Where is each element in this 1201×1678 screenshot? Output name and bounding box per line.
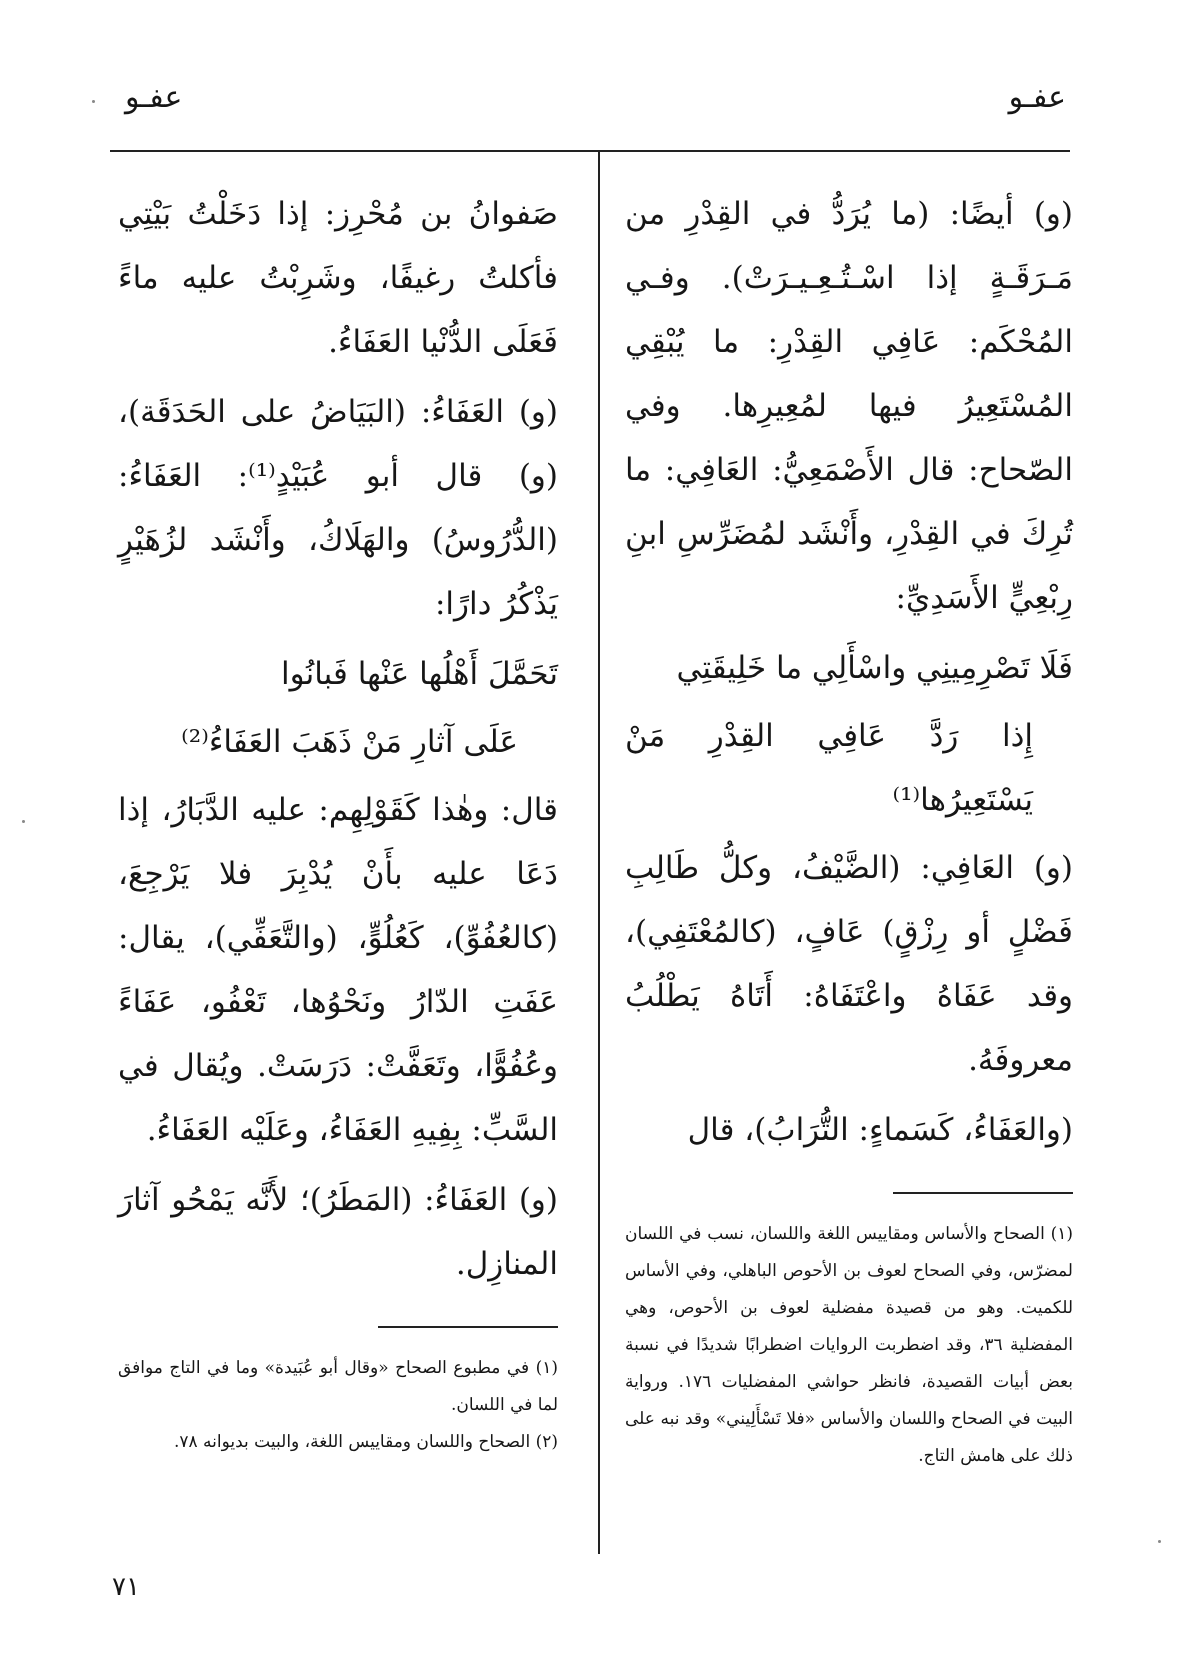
left-verse-first-hemistich: تَحَمَّلَ أَهْلُها عَنْها فَبانُوا: [280, 656, 558, 692]
scan-speck: [1158, 1540, 1161, 1543]
left-footnote-rule: [378, 1326, 558, 1328]
right-paragraph-1: (و) أيضًا: (ما يُرَدُّ في القِدْرِ من مَـرَقَـةٍ إذا اسْـتُـعِـيـرَتْ). وفـي المُحْكَم: عَافِي القِدْرِ: ما يُبْقِي المُسْتَعِيرُ فيها لمُعِيرِها. وفي الصّحاح: قال الأَصْمَعِيُّ: العَافِي: ما تُرِكَ في القِدْرِ، وأَنْشَد لمُضَرِّسِ ابنِ رِبْعِيٍّ الأَسَدِيِّ:: [625, 196, 1073, 616]
right-paragraph-2: (و) العَافِي: (الضَّيْفُ، وكلُّ طَالِبِ فَضْلٍ أو رِزْقٍ) عَافٍ، (كالمُعْتَفِي)، وقد عَفَاهُ واعْتَفَاهُ: أَتَاهُ يَطْلُبُ معروفَهُ.: [625, 850, 1073, 1078]
running-header-right: عفـو: [1008, 80, 1066, 115]
page-number: ٧١: [112, 1572, 140, 1602]
left-verse-second-hemistich: عَلَى آثارِ مَنْ ذَهَبَ العَفَاءُ⁽²⁾: [181, 724, 518, 760]
left-paragraph-3: قال: وهٰذا كَقَوْلِهِم: عليه الدَّبَارُ، إذا دَعَا عليه بأَنْ يُدْبِرَ فلا يَرْجِعَ، (كالعُفُوِّ)، كَعُلُوٍّ، (والتَّعَفِّي)، يقال: عَفَتِ الدّارُ ونَحْوُها، تَعْفُو، عَفَاءً وعُفُوًّا، وتَعَفَّتْ: دَرَسَتْ. ويُقال في السَّبِّ: بِفِيهِ العَفَاءُ، وعَلَيْه العَفَاءُ.: [118, 792, 558, 1148]
running-header-left: عفـو: [125, 80, 183, 115]
scan-speck: [92, 100, 95, 103]
right-footnote-rule: [893, 1192, 1073, 1194]
right-paragraph-3: (والعَفَاءُ، كَسَماءٍ: التُّرَابُ)، قال: [687, 1112, 1073, 1148]
left-paragraph-1: صَفوانُ بن مُحْرِز: إذا دَخَلْتُ بَيْتِي فأكلتُ رغيفًا، وشَرِبْتُ عليه ماءً فَعَلَى الدُّنْيا العَفَاءُ.: [118, 196, 558, 360]
header-rule: [110, 150, 1070, 152]
column-divider: [598, 152, 600, 1554]
left-column: [118, 182, 558, 1461]
left-footnote-2: (٢) الصحاح واللسان ومقاييس اللغة، والبيت بديوانه ٧٨.: [173, 1432, 558, 1452]
left-paragraph-2: (و) العَفَاءُ: (البَيَاضُ على الحَدَقَة)، (و) قال أبو عُبَيْدٍ⁽¹⁾: العَفَاءُ: (الدُّرُوسُ) والهَلَاكُ، وأَنْشَد لزُهَيْرٍ يَذْكُرُ دارًا:: [118, 394, 558, 622]
left-paragraph-4: (و) العَفَاءُ: (المَطَرُ)؛ لأَنَّه يَمْحُو آثارَ المنازِل.: [118, 1182, 558, 1282]
right-verse-second-hemistich: إِذا رَدَّ عَافِي القِدْرِ مَنْ يَسْتَعِيرُها⁽¹⁾: [625, 718, 1033, 818]
left-footnote-1: (١) في مطبوع الصحاح «وقال أبو عُبَيدة» وما في التاج موافق لما في اللسان.: [118, 1358, 558, 1415]
right-verse-first-hemistich: فَلَا تَصْرِمِينِي واسْأَلِي ما خَلِيقَتِي: [676, 650, 1073, 686]
scan-speck: [22, 820, 25, 823]
right-footnote-1: (١) الصحاح والأساس ومقاييس اللغة واللسان، نسب في اللسان لمضرّس، وفي الصحاح لعوف بن الأحوص الباهلي، وفي الأساس للكميت. وهو من قصيدة مفضلية لعوف بن الأحوص، وهي المفضلية ٣٦، وقد اضطربت الروايات اضطرابًا شديدًا في نسبة بعض أبيات القصيدة، فانظر حواشي المفضليات ١٧٦. ورواية البيت في الصحاح واللسان والأساس «فلا تَسْأَلِيني» وقد نبه على ذلك على هامش التاج.: [625, 1224, 1073, 1466]
right-column: [625, 182, 1073, 1475]
